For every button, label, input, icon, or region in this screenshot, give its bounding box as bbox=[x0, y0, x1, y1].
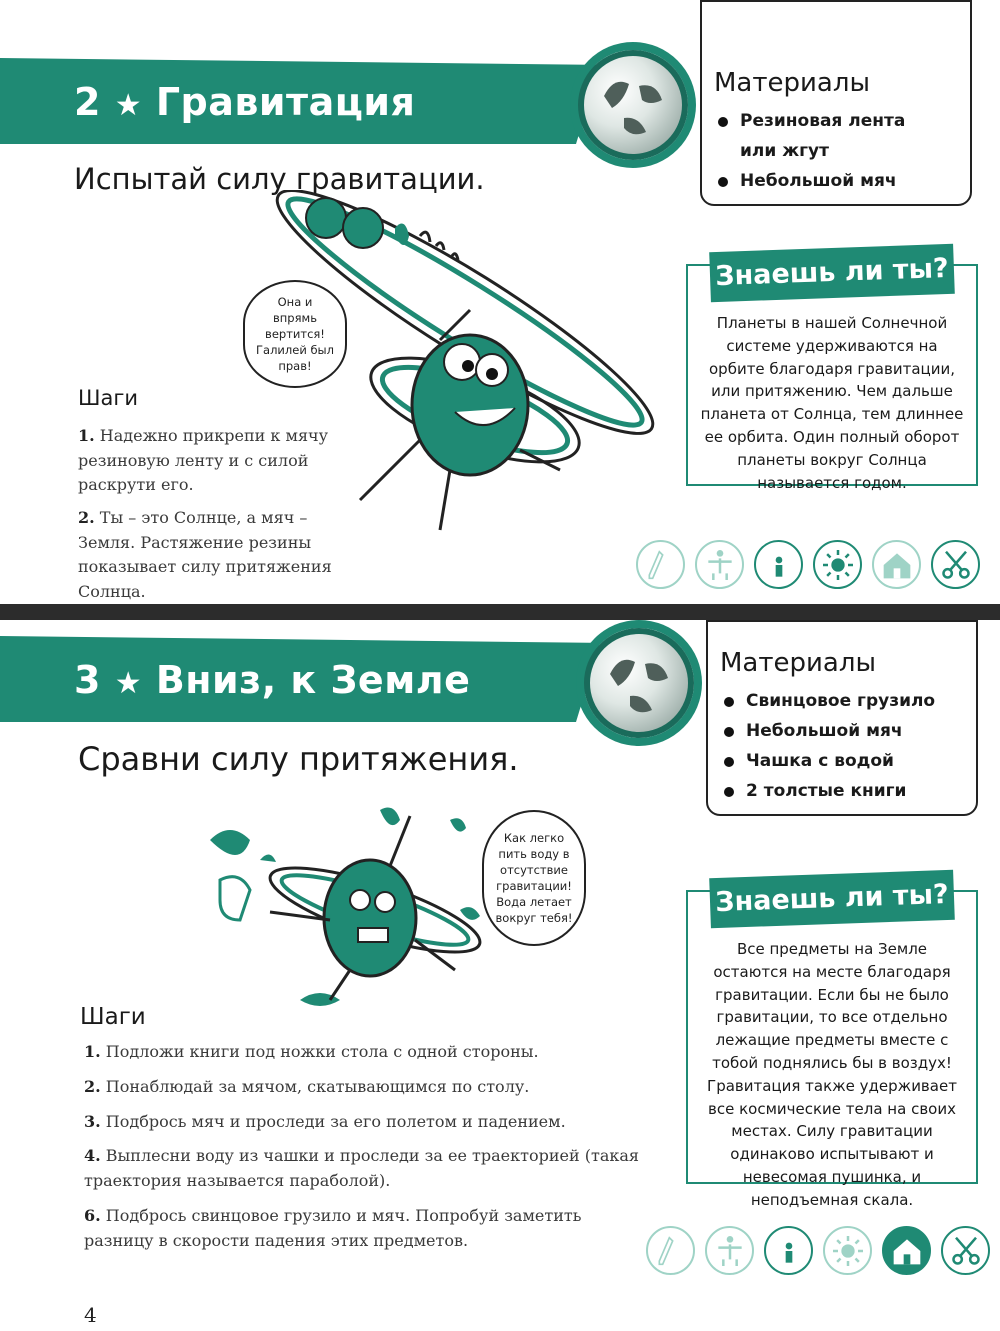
adult-helper-icon bbox=[705, 1226, 754, 1275]
steps-heading: Шаги bbox=[78, 386, 139, 410]
step-text: Понаблюдай за мячом, скатывающимся по столу. bbox=[105, 1077, 530, 1096]
step-item bbox=[84, 1075, 644, 1100]
section-number: 2 bbox=[74, 80, 101, 124]
materials-list bbox=[714, 106, 956, 196]
pencil-icon bbox=[636, 540, 685, 589]
material-item: Свинцовое грузило bbox=[720, 686, 962, 716]
section-subtitle: Сравни силу притяжения. bbox=[78, 740, 519, 778]
materials-list bbox=[720, 686, 962, 806]
materials-box bbox=[700, 0, 972, 206]
step-number: 2. bbox=[84, 1077, 101, 1096]
earth-globe-icon bbox=[584, 628, 694, 738]
page-number: 4 bbox=[84, 1303, 97, 1327]
step-number: 3. bbox=[84, 1112, 101, 1131]
pencil-icon bbox=[646, 1226, 695, 1275]
step-text: Подбрось свинцовое грузило и мяч. Попробуй заметить разницу в скорости падения этих предметов. bbox=[84, 1206, 582, 1250]
section-title bbox=[74, 658, 470, 702]
step-item bbox=[84, 1144, 644, 1193]
house-icon bbox=[872, 540, 921, 589]
did-you-know-box bbox=[686, 878, 978, 1209]
material-item: Резиновая лента bbox=[714, 106, 956, 136]
house-icon bbox=[882, 1226, 931, 1275]
speech-bubble: Она и впрямь вертится! Галилей был прав! bbox=[243, 280, 347, 388]
did-you-know-text: Планеты в нашей Солнечной системе удерживаются на орбите благодаря гравитации, или притяжению. Чем дальше планета от Солнца, тем длиннее ее орбита. Один полный оборот планеты вокруг Солнца называется годом. bbox=[700, 314, 964, 492]
step-item bbox=[78, 424, 344, 498]
step-number: 2. bbox=[78, 508, 95, 527]
material-item: Небольшой мяч bbox=[720, 716, 962, 746]
earth-globe-icon bbox=[578, 50, 688, 160]
activity-icons-row bbox=[646, 1226, 990, 1275]
alien-floating-water-illustration bbox=[200, 800, 500, 1020]
adult-helper-icon bbox=[695, 540, 744, 589]
section-subtitle: Испытай силу гравитации. bbox=[74, 162, 485, 196]
step-item bbox=[84, 1040, 644, 1065]
did-you-know-heading: Знаешь ли ты? bbox=[709, 244, 955, 302]
step-item bbox=[78, 506, 344, 604]
step-number: 1. bbox=[84, 1042, 101, 1061]
experiment-section-down-to-earth bbox=[0, 620, 1000, 1331]
star-icon: ★ bbox=[114, 666, 143, 701]
did-you-know-heading: Знаешь ли ты? bbox=[709, 870, 955, 928]
steps-heading: Шаги bbox=[80, 1004, 146, 1030]
person-icon bbox=[764, 1226, 813, 1275]
section-title-text: Вниз, к Земле bbox=[155, 658, 471, 702]
section-title-text: Гравитация bbox=[155, 80, 416, 124]
did-you-know-text: Все предметы на Земле остаются на месте благодаря гравитации. Если бы не было гравитации, то все отдельно лежащие предметы вместе с тобой поднялись бы в воздух! Гравитация также удерживает все космические тела на своих местах. Силу гравитации одинаково испытывают и невесомая пушинка, и неподъемная скала. bbox=[707, 940, 957, 1209]
activity-icons-row bbox=[636, 540, 980, 589]
materials-heading: Материалы bbox=[720, 648, 876, 678]
step-number: 1. bbox=[78, 426, 95, 445]
step-text: Надежно прикрепи к мячу резиновую ленту и с силой раскрути его. bbox=[78, 426, 329, 494]
scissors-icon bbox=[941, 1226, 990, 1275]
material-item: 2 толстые книги bbox=[720, 776, 962, 806]
sun-icon bbox=[823, 1226, 872, 1275]
scissors-icon bbox=[931, 540, 980, 589]
step-number: 4. bbox=[84, 1146, 101, 1165]
section-number: 3 bbox=[74, 658, 101, 702]
step-number: 6. bbox=[84, 1206, 101, 1225]
section-divider bbox=[0, 604, 1000, 620]
did-you-know-box bbox=[686, 252, 978, 492]
step-item bbox=[84, 1204, 644, 1253]
step-item bbox=[84, 1110, 644, 1135]
materials-heading: Материалы bbox=[714, 68, 870, 98]
section-title bbox=[74, 80, 415, 124]
person-icon bbox=[754, 540, 803, 589]
experiment-section-gravity bbox=[0, 0, 1000, 610]
material-item: Небольшой мяч bbox=[714, 166, 956, 196]
step-text: Подбрось мяч и проследи за его полетом и падением. bbox=[105, 1112, 566, 1131]
step-text: Подложи книги под ножки стола с одной стороны. bbox=[105, 1042, 539, 1061]
star-icon: ★ bbox=[114, 88, 143, 123]
speech-bubble: Как легко пить воду в отсутствие гравитации! Вода летает вокруг тебя! bbox=[482, 810, 586, 946]
material-item: Чашка с водой bbox=[720, 746, 962, 776]
materials-box bbox=[706, 620, 978, 816]
sun-icon bbox=[813, 540, 862, 589]
step-text: Выплесни воду из чашки и проследи за ее траекторией (такая траектория называется параболой). bbox=[84, 1146, 640, 1190]
step-text: Ты – это Солнце, а мяч – Земля. Растяжение резины показывает силу притяжения Солнца. bbox=[78, 508, 332, 601]
material-item: или жгут bbox=[740, 141, 829, 161]
